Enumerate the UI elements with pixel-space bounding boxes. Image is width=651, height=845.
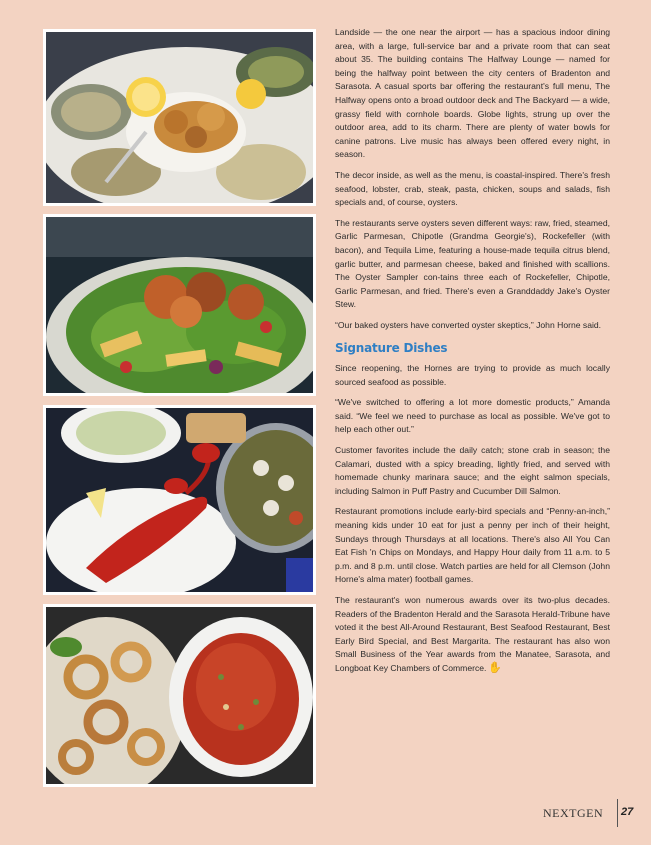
grilled-shrimp-salad-photo (43, 214, 316, 396)
article-paragraph: Landside — the one near the airport — has a spacious indoor dining area, with a large, full-service bar and a private room that can seat about 35. The building contains The Halfway Lounge — named for being the halfway point between the city centers of Bradenton and Sarasota. A casual sports bar offering the restaurant's full menu, The Halfway opens onto a broad outdoor deck and The Backyard — a wide, grassy field with cornhole boards. Globe lights, strung up over the outdoor area, add to its charm. There are plenty of water bowls for canine patrons. Live music has always been offered every night, in season. (335, 27, 610, 160)
end-mark-icon: ✋ (488, 661, 503, 674)
article-paragraph: “We've switched to offering a lot more domestic products,” Amanda said. “We feel we need to purchase as local as possible. We've got to help each other out.” (335, 397, 610, 435)
article-paragraph-text: The restaurant's won numerous awards over its two-plus decades. Readers of the Bradenton Herald and the Sarasota Herald-Tribune have voted it the best All-Around Restaurant, Best Seafood Restaurant, Best Early Bird Special, and Best Margarita. The restaurant has also won Small Business of the Year awards from the Manatee, Sarasota, and Longboat Key Chambers of Commerce. (335, 594, 610, 673)
article-paragraph-last (335, 594, 610, 676)
calamari-marinara-photo (43, 604, 316, 787)
footer-divider (617, 799, 618, 827)
oyster-platter-photo (43, 29, 316, 206)
article-paragraph: Restaurant promotions include early-bird specials and “Penny-an-inch,” meaning kids under 10 eat for just a penny per inch of their height, Sundays through Thursdays at all locations. There's also All You Can Eat Fish 'n Chips on Mondays, and Happy Hour daily from 11 a.m. to 5 p.m. and 8 p.m. until close. Watch parties are held for all Clemson (John Horne's alma mater) football games. (335, 506, 610, 585)
section-subhead: Signature Dishes (335, 341, 448, 356)
article-paragraph: “Our baked oysters have converted oyster skeptics,” John Horne said. (335, 319, 602, 330)
lobster-and-sides-photo (43, 405, 316, 595)
article-body (335, 26, 610, 683)
article-paragraph: Customer favorites include the daily catch; stone crab in season; the Calamari, dusted with a spicy breading, lightly fried, and served with homemade chunky marinara sauce; and the eight salmon specials, including Salmon in Puff Pastry and Cucumber Dill Salmon. (335, 445, 610, 496)
article-paragraph: The decor inside, as well as the menu, is coastal-inspired. There's fresh seafood, lobster, crab, steak, pasta, chicken, soups and salads, fish specials and, of course, oysters. (335, 169, 610, 208)
magazine-brand: NEXTGEN (543, 806, 604, 820)
article-paragraph: The restaurants serve oysters seven different ways: raw, fried, steamed, Garlic Parmesan, Chipotle (Grandma Georgie's), Rockefeller (with bacon), and Tequila Lime, featuring a house-made tequila citrus blend, garlic butter, and parmesan cheese, baked and finished with scallions. The Oyster Sampler con-tains three each of Rockefeller, Chipotle, Garlic Parmesan, and fried. There's even a Granddaddy Jake's Oyster Stew. (335, 217, 610, 310)
article-paragraph: Since reopening, the Hornes are trying to provide as much locally sourced seafood as possible. (335, 363, 610, 387)
page-number: 27 (621, 806, 634, 818)
